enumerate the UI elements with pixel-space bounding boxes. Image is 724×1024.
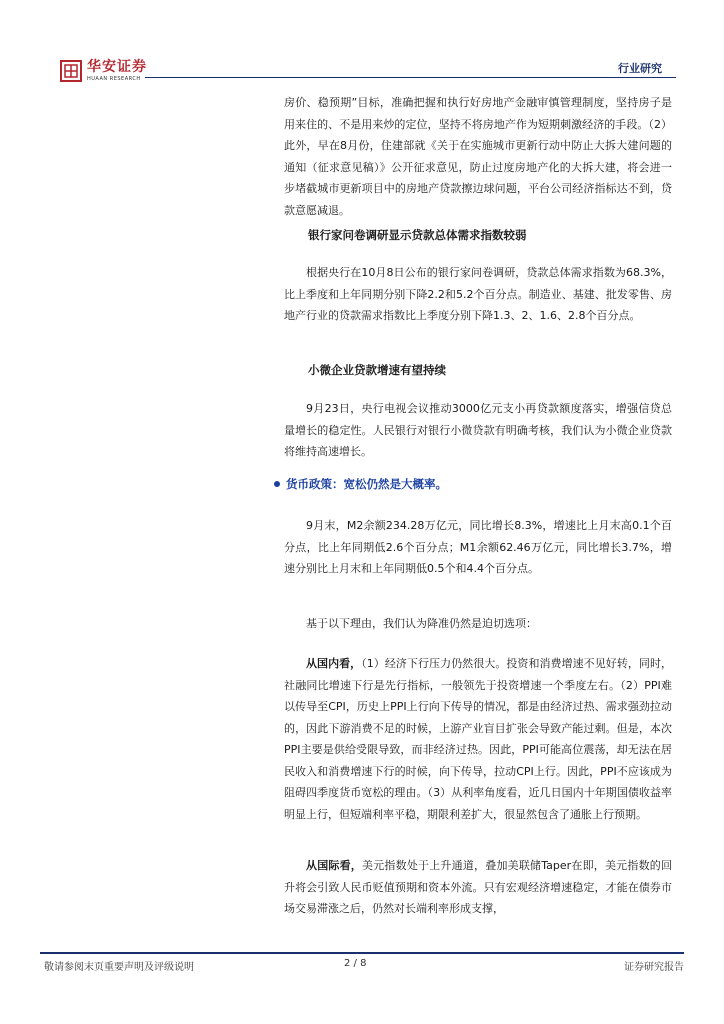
- page-header: [50, 56, 676, 90]
- paragraph-6: [284, 653, 672, 825]
- paragraph-7: [284, 855, 672, 920]
- section-heading-monetary-policy: [274, 476, 447, 492]
- paragraph-5: 基于以下理由，我们认为降准仍然是迫切选项：: [306, 617, 537, 630]
- logo-chinese-name: 华安证券: [87, 59, 147, 75]
- paragraph-1: 房价、稳预期”目标，准确把握和执行好房地产金融审慎管理制度，坚持房子是用来住的、不是用来炒的定位，坚持不将房地产作为短期刺激经济的手段。（2）此外，早在8月份，住建部就《关于在实施城市更新行动中防止大拆大建问题的通知（征求意见稿）》公开征求意见，防止过度房地产化的大拆大建，将会进一步堵截城市更新项目中的房地产贷款擦边球问题，平台公司经济指标达不到，贷款意愿减退。: [284, 96, 672, 217]
- paragraph-6-lead: 从国内看，: [306, 657, 362, 670]
- paragraph-7-lead: 从国际看，: [306, 859, 363, 872]
- footer-disclaimer: 敬请参阅末页重要声明及评级说明: [44, 962, 194, 973]
- page-number: 2 / 8: [344, 958, 367, 969]
- paragraph-4: 9月末，M2余额234.28万亿元，同比增长8.3%，增速比上月末高0.1个百分点，比上年同期低2.6个百分点；M1余额62.46万亿元，同比增长3.7%，增速分别比上月末和上年同期低0.5个和4.4个百分点。: [284, 519, 672, 575]
- paragraph-2: 根据央行在10月8日公布的银行家问卷调研，贷款总体需求指数为68.3%，比上季度和上年同期分别下降2.2和5.2个百分点。制造业、基建、批发零售、房地产行业的贷款需求指数比上季度分别下降1.3、2、1.6、2.8个百分点。: [284, 266, 672, 322]
- footer-divider: [40, 952, 684, 954]
- bullet-icon: [274, 481, 280, 487]
- subheading-small-business: 小微企业贷款增速有望持续: [308, 363, 446, 377]
- section-heading-text: 货币政策：宽松仍然是大概率。: [286, 477, 447, 491]
- header-divider: [145, 77, 676, 78]
- paragraph-7-text: 美元指数处于上升通道，叠加美联储Taper在即，美元指数的回升将会引致人民币贬值预期和资本外流。只有宏观经济增速稳定，才能在债券市场交易滞涨之后，仍然对长端利率形成支撑，: [284, 859, 672, 915]
- paragraph-3: 9月23日，央行电视会议推动3000亿元支小再贷款额度落实，增强信贷总量增长的稳定性。人民银行对银行小微贷款有明确考核，我们认为小微企业贷款将维持高速增长。: [284, 402, 672, 458]
- logo-english-name: HUAAN RESEARCH: [87, 76, 141, 82]
- report-category: 行业研究: [618, 62, 662, 75]
- footer-report-type: 证券研究报告: [624, 962, 684, 973]
- subheading-loan-demand: 银行家问卷调研显示贷款总体需求指数较弱: [308, 228, 527, 242]
- huaan-logo-icon: [60, 60, 82, 82]
- paragraph-6-text: （1）经济下行压力仍然很大。投资和消费增速不见好转，同时，社融同比增速下行是先行指标，一般领先于投资增速一个季度左右。（2）PPI难以传导至CPI，历史上PPI上行向下传导的情况，都是由经济过热、需求强劲拉动的，因此下游消费不足的时候，上游产业盲目扩张会导致产能过剩。但是，本次PPI主要是供给受限导致，而非经济过热。因此，PPI可能高位震荡，却无法在居民收入和消费增速下行的时候，向下传导，拉动CPI上行。因此，PPI不应该成为阻碍四季度货币宽松的理由。（3）从利率角度看，近几日国内十年期国债收益率明显上行，但短端利率平稳，期限利差扩大，很显然包含了通胀上行预期。: [284, 657, 673, 821]
